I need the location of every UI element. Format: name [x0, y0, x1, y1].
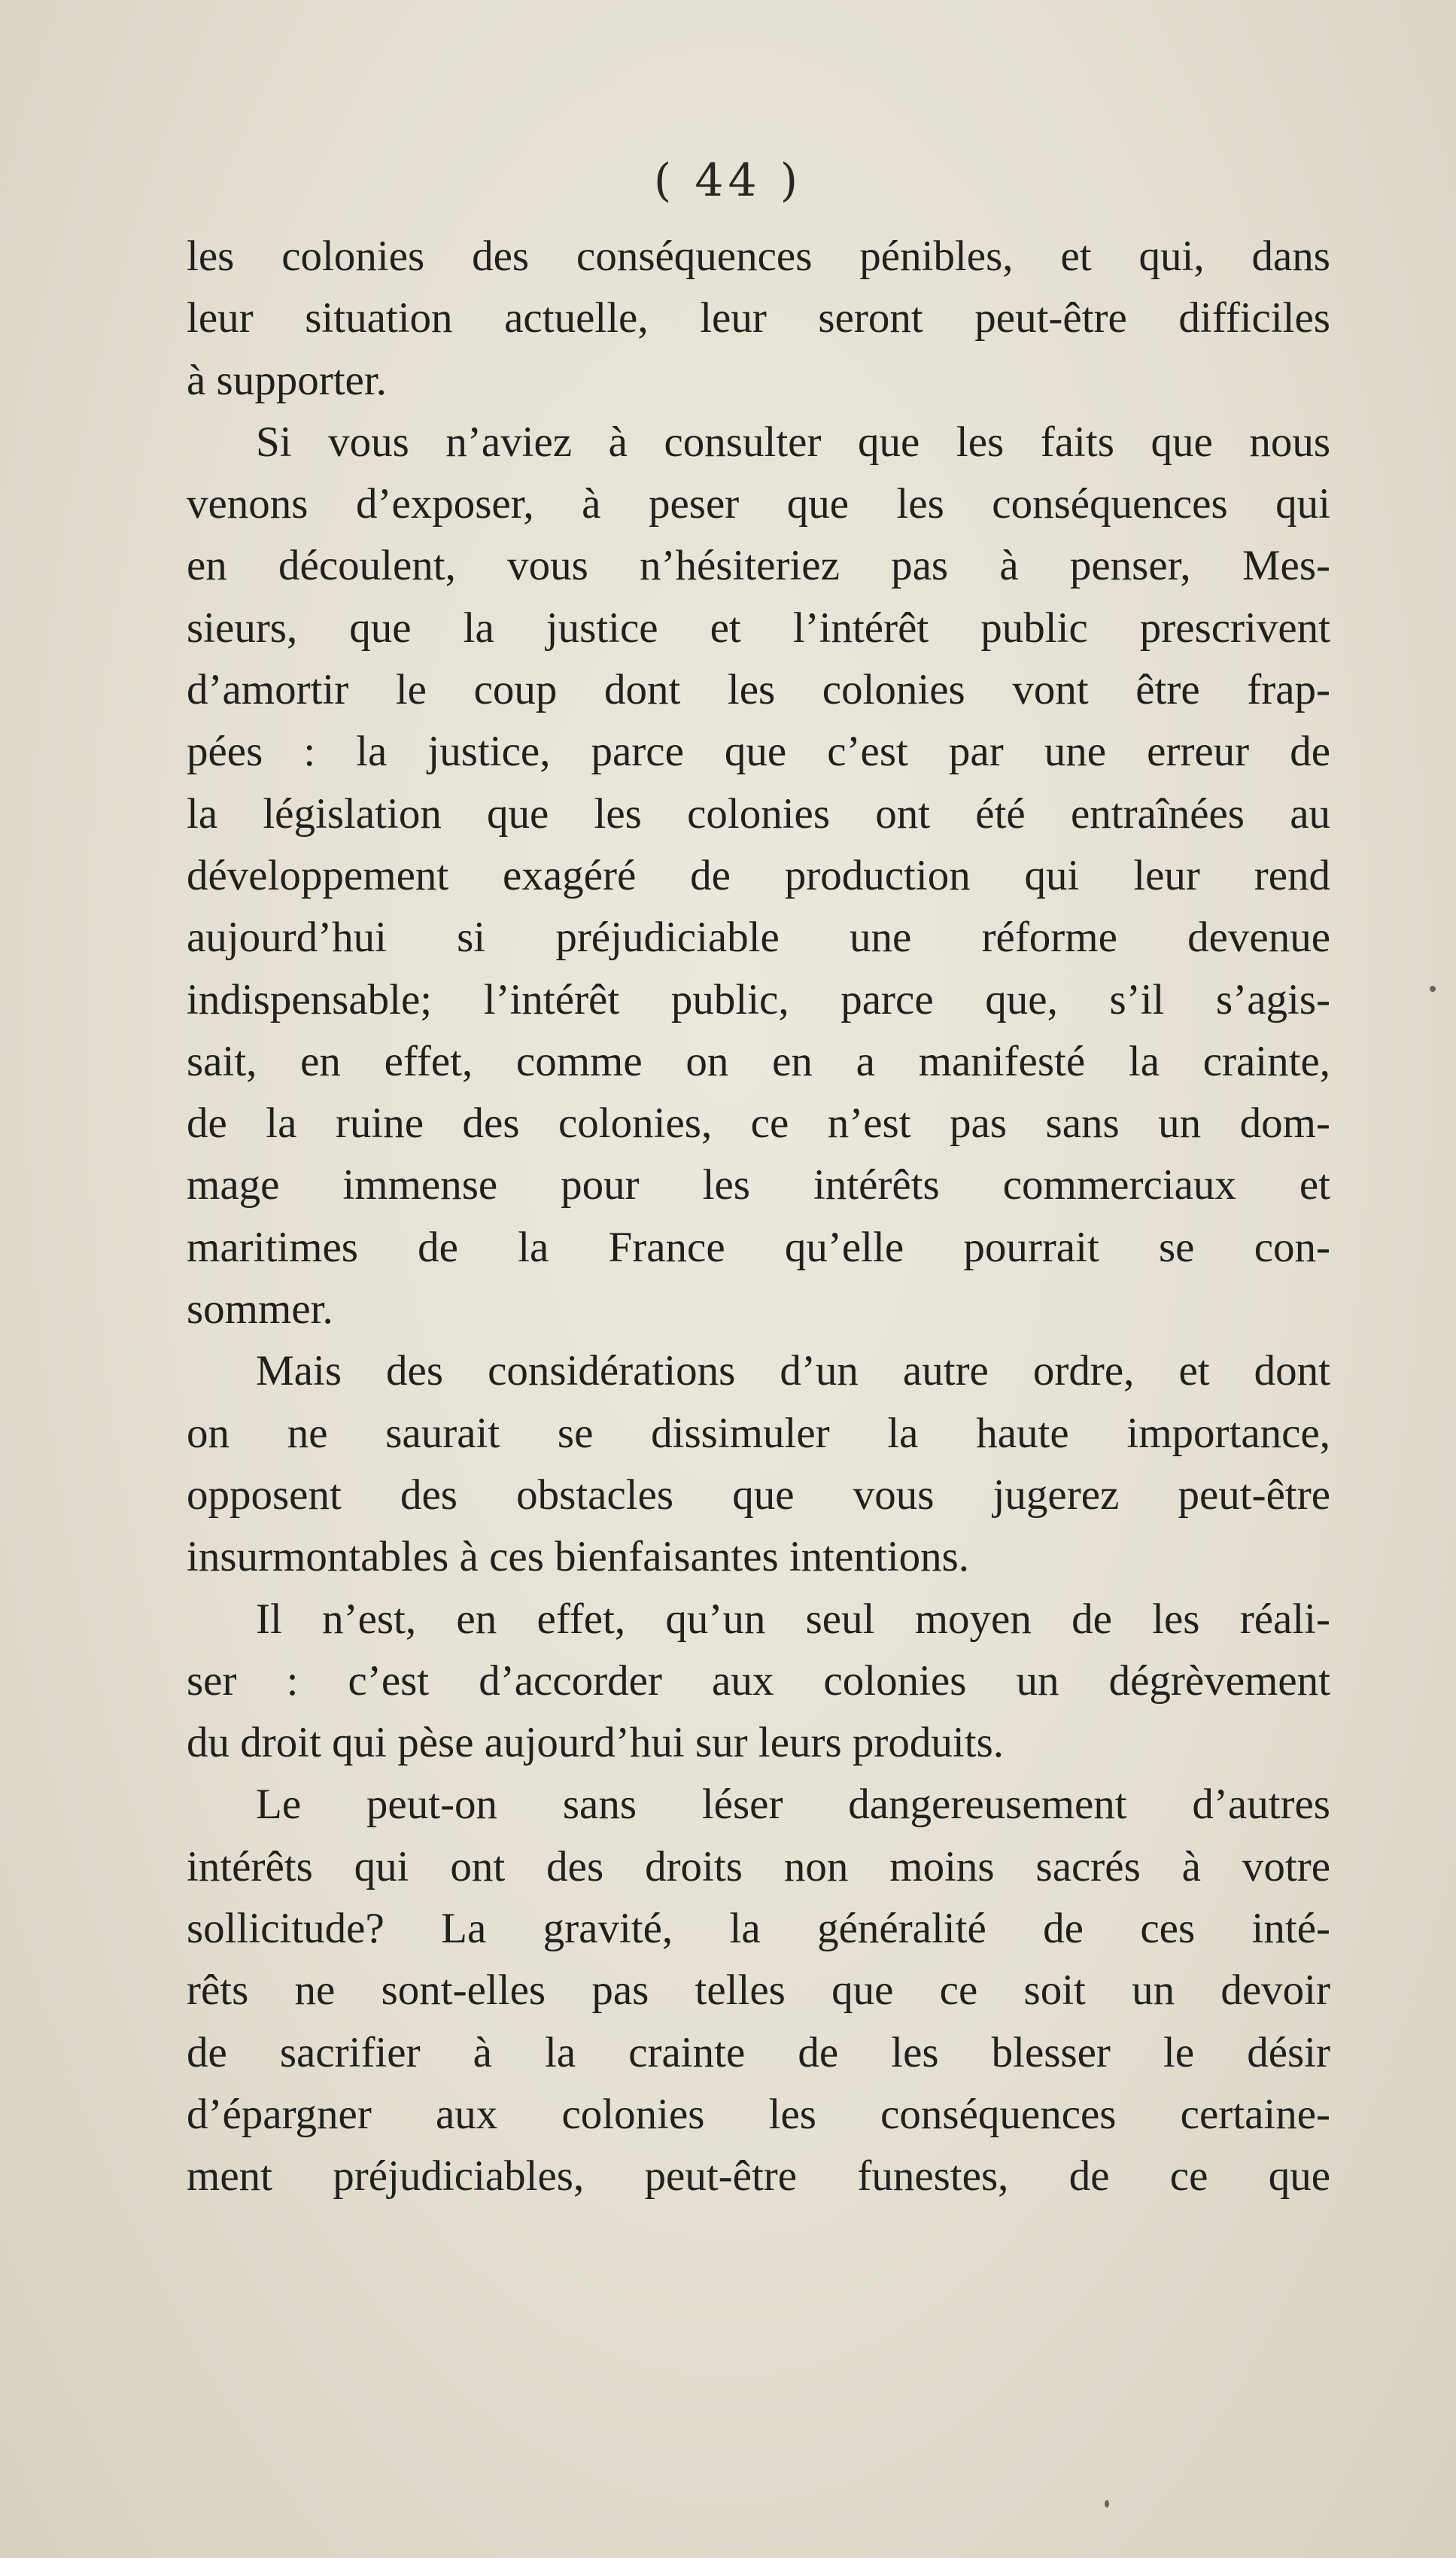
- text-line: les colonies des conséquences pénibles, et qui, dans: [187, 233, 1330, 280]
- paragraph-1: [187, 226, 1330, 412]
- text-line: insurmontables à ces bienfaisantes intentions.: [187, 1533, 969, 1581]
- paragraph-3: [187, 1340, 1330, 1588]
- text-line: leur situation actuelle, leur seront peut-être difficiles: [187, 294, 1330, 342]
- text-line: Mais des considérations d’un autre ordre, et dont: [256, 1347, 1330, 1395]
- text-line: sommer.: [187, 1285, 333, 1334]
- text-line: mage immense pour les intérêts commerciaux et: [187, 1161, 1330, 1209]
- text-line: pées : la justice, parce que c’est par une erreur de: [187, 728, 1330, 776]
- paragraph-4: [187, 1589, 1330, 1775]
- text-line: d’amortir le coup dont les colonies vont être frap-: [187, 666, 1330, 714]
- text-line: aujourd’hui si préjudiciable une réforme devenue: [187, 914, 1330, 962]
- text-line: de sacrifier à la crainte de les blesser le désir: [187, 2028, 1330, 2076]
- paragraph-2: [187, 412, 1330, 1340]
- text-line: venons d’exposer, à peser que les conséquences qui: [187, 480, 1330, 528]
- text-line: de la ruine des colonies, ce n’est pas sans un dom-: [187, 1100, 1330, 1148]
- text-line: développement exagéré de production qui leur rend: [187, 851, 1330, 899]
- paragraph-5: [187, 1774, 1330, 2207]
- paper-speck: [1105, 2500, 1109, 2508]
- text-line: opposent des obstacles que vous jugerez peut-être: [187, 1471, 1330, 1519]
- text-line: sollicitude? La gravité, la généralité de ces inté-: [187, 1905, 1330, 1953]
- text-line: d’épargner aux colonies les conséquences certaine-: [187, 2090, 1330, 2138]
- text-line: rêts ne sont-elles pas telles que ce soit un devoir: [187, 1966, 1330, 2015]
- text-line: Il n’est, en effet, qu’un seul moyen de les réali-: [256, 1595, 1330, 1643]
- text-line: sait, en effet, comme on en a manifesté la crainte,: [187, 1037, 1330, 1085]
- body-text: [187, 226, 1330, 2208]
- text-line: du droit qui pèse aujourd’hui sur leurs produits.: [187, 1719, 1005, 1767]
- text-line: indispensable; l’intérêt public, parce que, s’il s’agis-: [187, 975, 1330, 1024]
- text-line: ment préjudiciables, peut-être funestes, de ce que: [187, 2152, 1330, 2201]
- text-line: Le peut-on sans léser dangereusement d’autres: [256, 1781, 1330, 1829]
- text-line: sieurs, que la justice et l’intérêt public prescrivent: [187, 604, 1330, 652]
- text-line: maritimes de la France qu’elle pourrait se con-: [187, 1223, 1330, 1271]
- text-line: en découlent, vous n’hésiteriez pas à penser, Mes-: [187, 542, 1330, 590]
- text-line: ser : c’est d’accorder aux colonies un dégrèvement: [187, 1656, 1330, 1705]
- text-line: intérêts qui ont des droits non moins sacrés à votre: [187, 1842, 1330, 1890]
- page-number: ( 44 ): [653, 154, 803, 207]
- text-line: on ne saurait se dissimuler la haute importance,: [187, 1409, 1330, 1457]
- text-line: la législation que les colonies ont été entraînées au: [187, 789, 1330, 838]
- text-line: Si vous n’aviez à consulter que les faits que nous: [256, 418, 1330, 466]
- text-line: à supporter.: [187, 356, 387, 404]
- paper-speck: [1430, 986, 1436, 992]
